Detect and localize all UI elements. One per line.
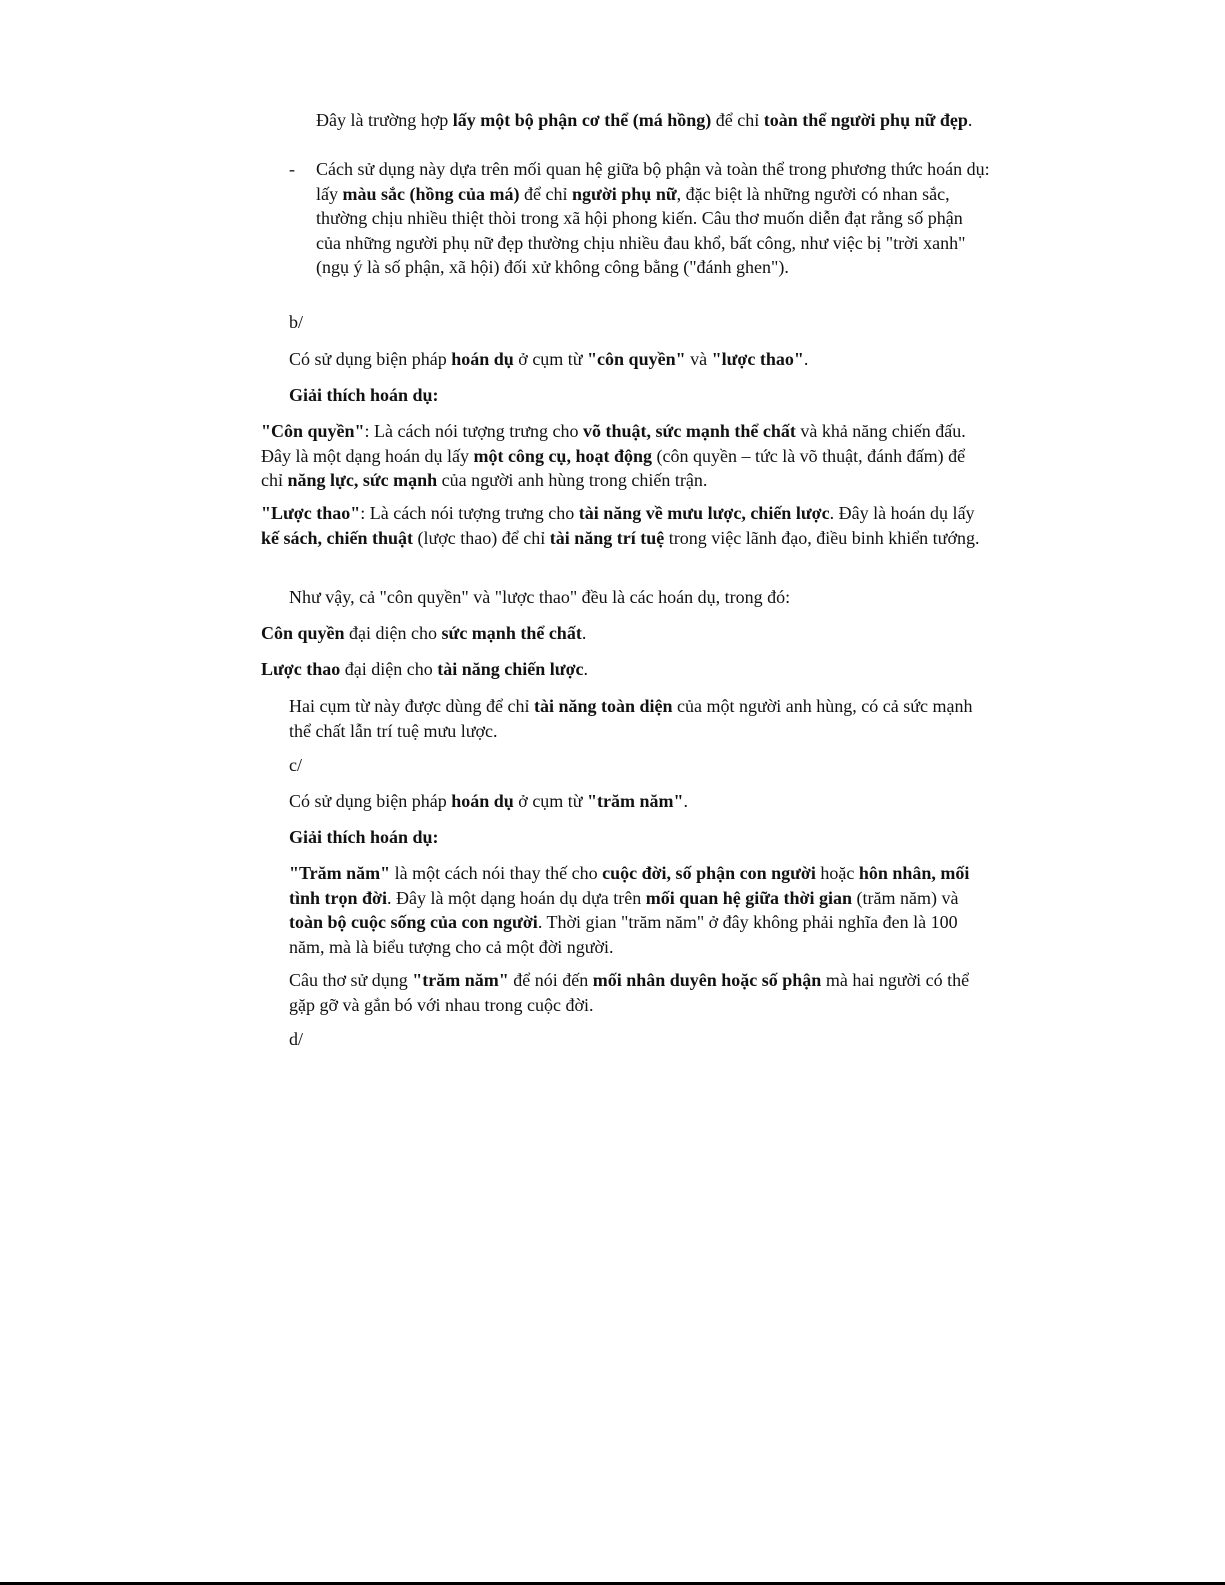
bold-text: Côn quyền <box>261 623 345 643</box>
c-intro <box>289 789 989 814</box>
text: ở cụm từ <box>513 791 588 811</box>
text: (côn quyền – tức là võ thuật, đánh đấm) để chỉ <box>261 445 966 490</box>
bold-text: cuộc đời, số phận con người <box>602 863 816 883</box>
text: để chỉ <box>519 183 572 204</box>
bold-text: màu sắc (hồng của má) <box>342 183 520 204</box>
bold-text: mối nhân duyên hoặc số phận <box>592 970 822 990</box>
text: Câu thơ sử dụng <box>289 970 413 990</box>
bold-text: toàn thể người phụ nữ đẹp <box>763 110 968 130</box>
bold-text: "côn quyền" <box>587 349 686 369</box>
bold-text: một công cụ, hoạt động <box>473 445 652 466</box>
bold-text: tài năng trí tuệ <box>549 527 665 548</box>
text: của một người anh hùng, có cả sức mạnh thể chất lẫn trí tuệ mưu lược. <box>289 696 973 741</box>
bold-text: tài năng về mưu lược, chiến lược <box>578 503 830 523</box>
text: Cách sử dụng này dựa trên mối quan hệ giữa bộ phận và toàn thể trong phương thức hoán dụ: lấy <box>316 159 990 204</box>
text: trong việc lãnh đạo, điều binh khiển tướng. <box>664 527 980 548</box>
text: : Là cách nói tượng trưng cho <box>360 503 579 523</box>
bold-text: "Côn quyền" <box>261 421 365 441</box>
text: và <box>685 349 712 369</box>
text: , đặc biệt là những người có nhan sắc, thường chịu nhiều thiệt thòi trong xã hội phong kiến. Câu thơ muốn diễn đạt rằng số phận của những người phụ nữ đẹp thường chịu nhiều đau khổ, bất công, như việc bị "trời xanh" (ngụ ý là số phận, xã hội) đối xử không công bằng ("đánh ghen"). <box>316 183 966 277</box>
bold-text: "trăm năm" <box>412 970 509 990</box>
text: . Thời gian "trăm năm" ở đây không phải nghĩa đen là 100 năm, mà là biểu tượng cho cả một đời người. <box>289 912 958 957</box>
c-poem-paragraph <box>289 968 989 1017</box>
bold-text: lấy một bộ phận cơ thể (má hồng) <box>452 110 712 130</box>
con-quyen-paragraph <box>261 419 989 493</box>
bold-text: hôn nhân, mối tình trọn đời <box>289 863 970 908</box>
text: (lược thao) để chỉ <box>413 527 550 548</box>
bold-text: "lược thao" <box>711 349 804 369</box>
text: hoặc <box>815 863 859 883</box>
b-conclusion <box>289 694 989 743</box>
bold-text: Lược thao <box>261 659 341 679</box>
bold-text: sức mạnh thể chất <box>441 623 582 643</box>
bold-text: võ thuật, sức mạnh thể chất <box>583 421 796 441</box>
bold-text: mối quan hệ giữa thời gian <box>645 887 853 908</box>
bullet-marker: - <box>289 159 295 179</box>
bold-text: "Lược thao" <box>261 503 361 523</box>
text: để nói đến <box>508 970 593 990</box>
text: là một cách nói thay thế cho <box>390 863 603 883</box>
summary-item-con-quyen <box>261 621 989 646</box>
text: . <box>967 110 973 130</box>
bold-text: toàn bộ cuộc sống của con người <box>289 912 538 932</box>
text: ở cụm từ <box>513 349 588 369</box>
text: Có sử dụng biện pháp <box>289 349 452 369</box>
luoc-thao-paragraph <box>261 501 989 550</box>
text: : Là cách nói tượng trưng cho <box>364 421 584 441</box>
bold-text: tài năng chiến lược <box>437 659 584 679</box>
bold-text: "Trăm năm" <box>289 863 391 883</box>
section-label-c: c/ <box>289 755 302 775</box>
b-explain-heading <box>289 383 989 408</box>
section-label-b: b/ <box>289 312 304 332</box>
bold-text: tài năng toàn diện <box>533 696 673 716</box>
bold-text: hoán dụ <box>451 791 514 811</box>
text: (trăm năm) và <box>852 887 959 908</box>
b-intro <box>289 347 989 372</box>
text: . <box>683 791 689 811</box>
text: . <box>583 659 589 679</box>
bold-text: năng lực, sức mạnh <box>287 470 438 490</box>
bold-text: hoán dụ <box>451 349 514 369</box>
b-summary: Như vậy, cả "côn quyền" và "lược thao" đều là các hoán dụ, trong đó: <box>289 587 791 607</box>
bullet-paragraph <box>316 157 992 280</box>
text: . <box>581 623 587 643</box>
bold-text: "trăm năm" <box>587 791 684 811</box>
bold-text: Giải thích hoán dụ: <box>289 385 439 405</box>
text: Đây là trường hợp <box>316 110 453 130</box>
text: đại diện cho <box>340 659 438 679</box>
text: . <box>803 349 809 369</box>
bold-text: kế sách, chiến thuật <box>261 527 414 548</box>
text: Hai cụm từ này được dùng để chỉ <box>289 696 534 716</box>
summary-item-luoc-thao <box>261 657 989 682</box>
text: . Đây là một dạng hoán dụ dựa trên <box>387 887 646 908</box>
text: của người anh hùng trong chiến trận. <box>437 470 708 490</box>
text: mà hai người có thể gặp gỡ và gắn bó với nhau trong cuộc đời. <box>289 970 970 1015</box>
paragraph-part-whole <box>316 108 992 133</box>
text: đại diện cho <box>344 623 442 643</box>
bold-text: người phụ nữ <box>572 183 677 204</box>
bold-text: Giải thích hoán dụ: <box>289 827 439 847</box>
text: để chỉ <box>711 110 764 130</box>
tram-nam-paragraph <box>289 861 989 959</box>
text: và khả năng chiến đấu. Đây là một dạng hoán dụ lấy <box>261 421 966 466</box>
c-explain-heading <box>289 825 989 850</box>
text: . Đây là hoán dụ lấy <box>829 503 975 523</box>
section-label-d: d/ <box>289 1029 304 1049</box>
text: Có sử dụng biện pháp <box>289 791 452 811</box>
